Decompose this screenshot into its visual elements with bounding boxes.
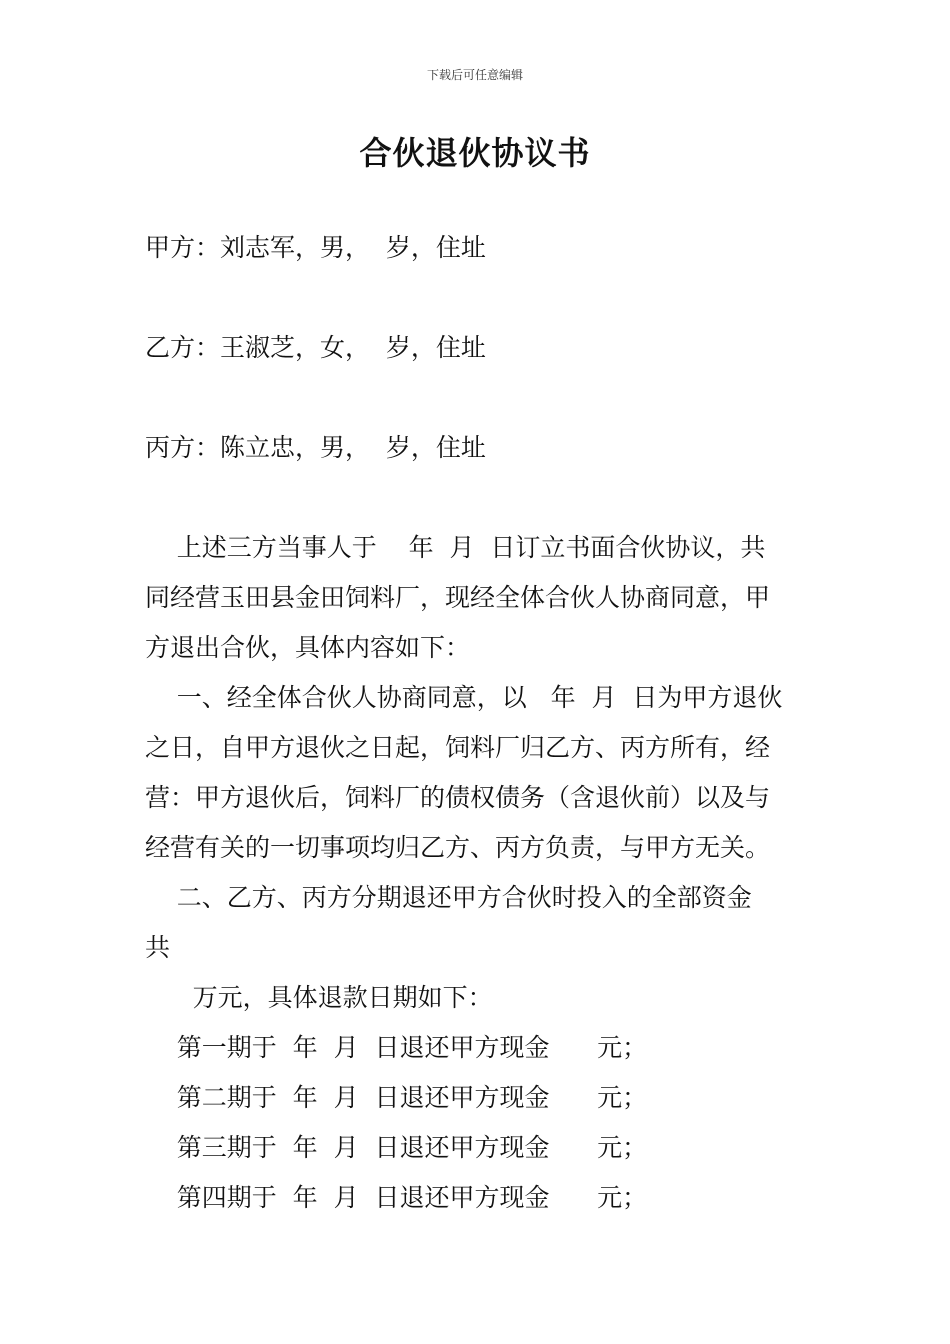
clause-1-line-1: 一、经全体合伙人协商同意，以 年 月 日为甲方退伙 [145,683,783,712]
clause-2-line-3: 万元，具体退款日期如下： [145,983,493,1012]
clause-2-line-1: 二、乙方、丙方分期退还甲方合伙时投入的全部资金 [145,883,752,912]
document-title: 合伙退伙协议书 [359,134,591,172]
party-a-line: 甲方：刘志军，男， 岁，住址 [145,233,486,262]
party-c-line: 丙方：陈立忠，男， 岁，住址 [145,433,486,462]
header-note: 下载后可任意编辑 [426,68,523,82]
intro-line-3: 方退出合伙，具体内容如下： [145,633,471,662]
intro-line-1: 上述三方当事人于 年 月 日订立书面合伙协议，共 [145,533,766,562]
intro-line-2: 同经营玉田县金田饲料厂，现经全体合伙人协商同意，甲 [145,583,771,612]
party-b-line: 乙方：王淑芝，女， 岁，住址 [145,333,486,362]
clause-1-line-3: 营：甲方退伙后，饲料厂的债权债务（含退伙前）以及与 [145,783,771,812]
installment-2: 第二期于 年 月 日退还甲方现金 元； [145,1083,648,1112]
installment-1: 第一期于 年 月 日退还甲方现金 元； [145,1033,648,1062]
clause-2-line-2: 共 [145,933,171,962]
clause-1-line-2: 之日，自甲方退伙之日起，饲料厂归乙方、丙方所有，经 [145,733,771,762]
clause-1-line-4: 经营有关的一切事项均归乙方、丙方负责，与甲方无关。 [145,833,771,862]
installment-3: 第三期于 年 月 日退还甲方现金 元； [145,1133,648,1162]
installment-4: 第四期于 年 月 日退还甲方现金 元； [145,1183,648,1212]
